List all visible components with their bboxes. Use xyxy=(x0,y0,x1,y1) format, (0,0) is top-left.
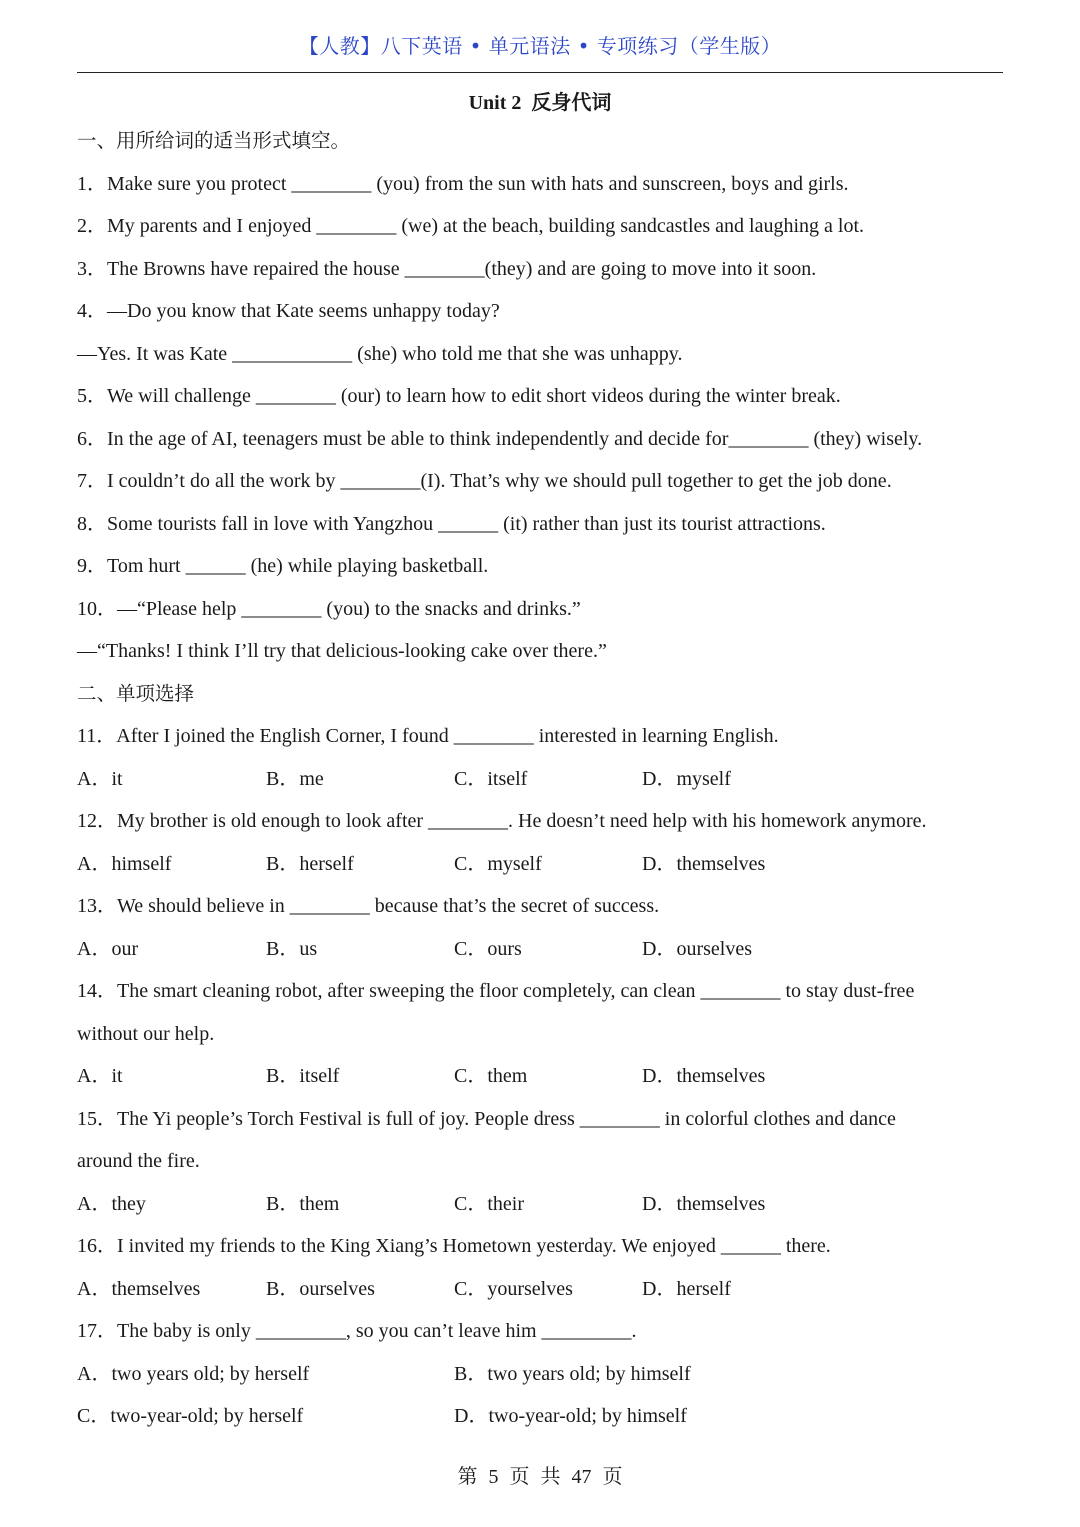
question-line: 2．My parents and I enjoyed ________ (we) at the beach, building sandcastles and laughing a lot. xyxy=(77,215,865,237)
option-a: A．two years old; by herself xyxy=(77,1362,310,1385)
option-d: D．themselves xyxy=(642,852,766,875)
question-stem: 17．The baby is only _________, so you can’t leave him _________. xyxy=(77,1320,637,1342)
worksheet-body xyxy=(77,120,1017,1438)
option-c: C．itself xyxy=(454,767,528,790)
question-line: 7．I couldn’t do all the work by ________(I). That’s why we should pull together to get the job done. xyxy=(77,470,892,492)
question-line: 5．We will challenge ________ (our) to learn how to edit short videos during the winter break. xyxy=(77,385,841,407)
option-row xyxy=(77,1183,1017,1226)
section-heading-fill: 一、用所给词的适当形式填空。 xyxy=(77,129,351,152)
option-b: B．two years old; by himself xyxy=(454,1362,691,1385)
option-row xyxy=(77,1268,1017,1311)
question-line: 1．Make sure you protect ________ (you) from the sun with hats and sunscreen, boys and girls. xyxy=(77,172,849,195)
option-a: A．himself xyxy=(77,852,172,875)
section-heading-choice: 二、单项选择 xyxy=(77,681,195,705)
question-line: 4．—Do you know that Kate seems unhappy today? xyxy=(77,300,500,322)
question-stem: 13．We should believe in ________ because that’s the secret of success. xyxy=(77,895,660,917)
question-stem: 15．The Yi people’s Torch Festival is full of joy. People dress ________ in colorful clothes and dance xyxy=(77,1107,896,1130)
option-c: C．two-year-old; by herself xyxy=(77,1405,304,1427)
option-b: B．them xyxy=(266,1192,340,1215)
option-row xyxy=(77,758,1017,801)
running-header: 【人教】八下英语 • 单元语法 • 专项练习（学生版） xyxy=(298,34,782,58)
option-b: B．us xyxy=(266,937,318,960)
question-stem: 16．I invited my friends to the King Xiang’s Hometown yesterday. We enjoyed ______ there. xyxy=(77,1235,831,1257)
option-a: A．themselves xyxy=(77,1277,201,1300)
option-b: B．me xyxy=(266,767,324,790)
question-line: 8．Some tourists fall in love with Yangzhou ______ (it) rather than just its tourist attractions. xyxy=(77,512,826,535)
option-a: A．they xyxy=(77,1192,146,1215)
question-stem-continued: without our help. xyxy=(77,1022,215,1045)
question-line: 10．—“Please help ________ (you) to the snacks and drinks.” xyxy=(77,597,581,620)
option-c: C．ours xyxy=(454,937,522,960)
question-line: —Yes. It was Kate ____________ (she) who told me that she was unhappy. xyxy=(77,342,683,365)
option-d: D．two-year-old; by himself xyxy=(454,1405,687,1427)
option-b: B．itself xyxy=(266,1065,340,1087)
question-stem: 14．The smart cleaning robot, after sweeping the floor completely, can clean ________ to stay dust-free xyxy=(77,980,915,1002)
question-stem: 12．My brother is old enough to look after ________. He doesn’t need help with his homework anymore. xyxy=(77,810,927,832)
question-line: 6．In the age of AI, teenagers must be able to think independently and decide for________ (they) wisely. xyxy=(77,427,923,450)
option-d: D．myself xyxy=(642,767,731,790)
unit-title xyxy=(0,86,1080,115)
option-d: D．themselves xyxy=(642,1065,766,1087)
option-row xyxy=(77,1353,1017,1396)
option-row xyxy=(77,1055,1017,1098)
page-number: 第 5 页 共 47 页 xyxy=(457,1466,623,1488)
option-row xyxy=(77,1395,1017,1438)
option-c: C．their xyxy=(454,1192,524,1215)
option-a: A．it xyxy=(77,1065,123,1087)
question-line: 9．Tom hurt ______ (he) while playing basketball. xyxy=(77,555,489,577)
question-stem-continued: around the fire. xyxy=(77,1150,200,1172)
option-d: D．herself xyxy=(642,1277,731,1300)
option-c: C．them xyxy=(454,1065,528,1087)
option-row xyxy=(77,843,1017,886)
option-c: C．yourselves xyxy=(454,1277,573,1300)
option-b: B．herself xyxy=(266,852,354,875)
option-d: D．ourselves xyxy=(642,937,752,960)
option-c: C．myself xyxy=(454,852,542,875)
header-divider xyxy=(77,72,1003,73)
option-b: B．ourselves xyxy=(266,1277,375,1300)
question-stem: 11．After I joined the English Corner, I found ________ interested in learning English. xyxy=(77,725,779,747)
option-d: D．themselves xyxy=(642,1192,766,1215)
option-row xyxy=(77,928,1017,971)
option-a: A．it xyxy=(77,767,123,790)
question-line: —“Thanks! I think I’ll try that delicious-looking cake over there.” xyxy=(77,640,607,662)
unit-name: Unit 2 xyxy=(468,92,522,114)
question-line: 3．The Browns have repaired the house ________(they) and are going to move into it soon. xyxy=(77,257,817,280)
unit-topic: 反身代词 xyxy=(531,90,612,114)
option-a: A．our xyxy=(77,937,139,960)
